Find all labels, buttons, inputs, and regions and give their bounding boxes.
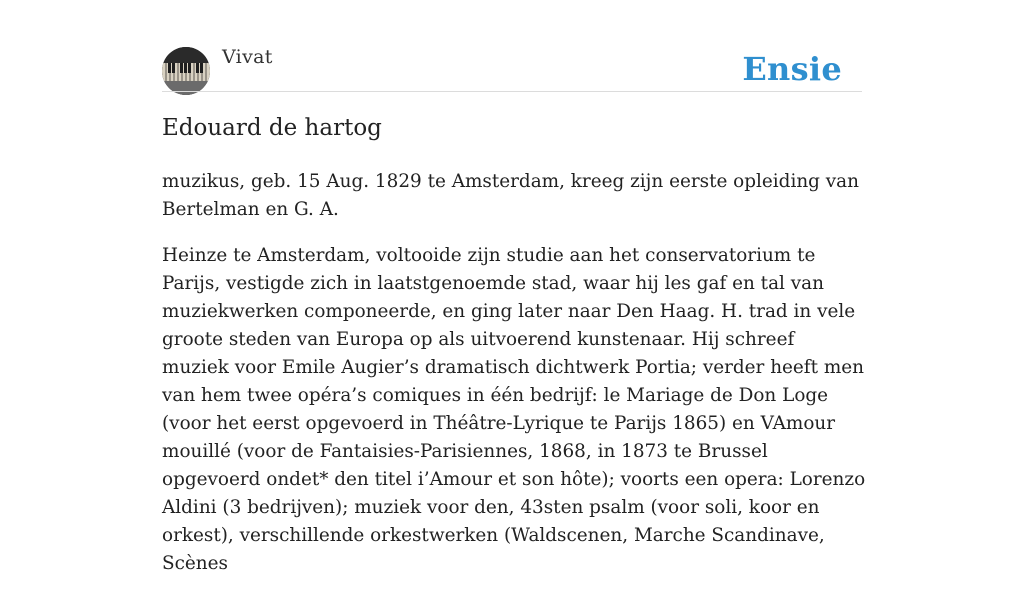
header-divider	[162, 91, 862, 92]
article-body	[162, 168, 866, 596]
piano-keys-icon	[162, 47, 210, 95]
author-name[interactable]: Vivat	[222, 46, 273, 68]
article-paragraph: Heinze te Amsterdam, voltooide zijn studie aan het conservatorium te Parijs, vestigde zich in laatstgenoemde stad, waar hij les gaf en tal van muziekwerken componeerde, en ging later naar Den Haag. H. trad in vele groote steden van Europa op als uitvoerend kunstenaar. Hij schreef muziek voor Emile Augier’s dramatisch dichtwerk Portia; verder heeft men van hem twee opéra’s comiques in één bedrijf: le Mariage de Don Loge (voor het eerst opgevoerd in Théâtre-Lyrique te Parijs 1865) en VAmour mouillé (voor de Fantaisies-Parisiennes, 1868, in 1873 te Brussel opgevoerd ondet* den titel i’Amour et son hôte); voorts een opera: Lorenzo Aldini (3 bedrijven); muziek voor den, 43sten psalm (voor soli, koor en orkest), verschillende orkestwerken (Waldscenen, Marche Scandinave, Scènes	[162, 245, 866, 574]
article-paragraph: muzikus, geb. 15 Aug. 1829 te Amsterdam, kreeg zijn eerste opleiding van Bertelman en G. A.	[162, 171, 859, 220]
article-title: Edouard de hartog	[162, 115, 382, 141]
brand-logo[interactable]: Ensie	[742, 50, 842, 88]
author-avatar[interactable]	[162, 47, 210, 95]
